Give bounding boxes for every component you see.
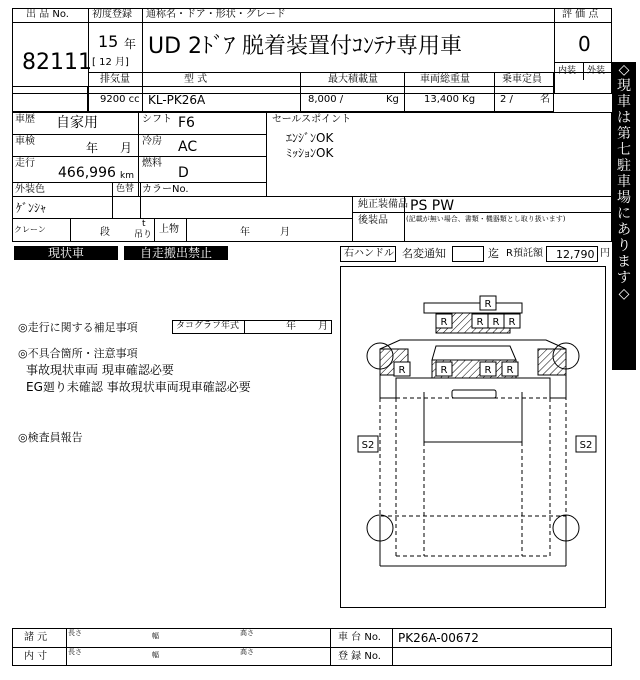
notice-suffix: 迄	[488, 247, 499, 260]
right-hand-label: 右ハンドル	[344, 248, 394, 259]
equipment-value: PS PW	[410, 198, 455, 214]
damage-mark-r: R	[506, 365, 514, 376]
upper-label: 上物	[159, 224, 179, 235]
tacho-month: 月	[318, 321, 328, 332]
displacement-value: 9200 cc	[100, 94, 140, 105]
max-load-unit: Kg	[386, 94, 399, 105]
shift-value: F6	[178, 115, 195, 131]
history-label: 車歴	[15, 114, 35, 125]
sales-point-1: ｴﾝｼﾞﾝOK	[286, 131, 334, 145]
r-unit: 円	[600, 248, 610, 259]
max-load-value: 8,000 /	[308, 94, 344, 105]
color-label: 外装色	[15, 184, 45, 195]
interior-dims-label: 内 寸	[24, 651, 48, 662]
inspector-label: ◎検査員報告	[18, 431, 83, 444]
interior-width-label: 幅	[152, 651, 159, 659]
sales-point-2: ﾐｯｼｮﾝOK	[286, 146, 334, 160]
fuel-label: 燃料	[142, 158, 162, 169]
damage-mark-r: R	[440, 317, 448, 328]
model-label: 通称名・ドア・形状・グレード	[146, 9, 286, 20]
upper-month: 月	[280, 227, 290, 238]
damage-mark-s2: S2	[361, 440, 375, 451]
month-value: [ 12 月]	[92, 57, 129, 68]
crane-dan: 段	[100, 227, 110, 238]
crane-ton-unit: t	[142, 219, 146, 229]
vehicle-title: UD 2ﾄﾞｱ 脱着装置付ｺﾝﾃﾅ専用車	[148, 34, 463, 59]
location-notice: ◇ 現 車 は 第 七 駐 車 場 に あ り ま す ◇	[612, 62, 636, 370]
shift-label: シフト	[142, 114, 172, 125]
inspection-label: 車検	[15, 136, 35, 147]
dims-height-label: 高さ	[240, 629, 254, 637]
damage-mark-r: R	[440, 365, 448, 376]
lot-left-bottom	[12, 86, 88, 112]
damage-mark-r: R	[476, 317, 484, 328]
max-load-label: 最大積載量	[328, 74, 378, 85]
lot-no-label: 出 品 No.	[26, 9, 69, 20]
interior-length-label: 長さ	[68, 648, 82, 656]
vehicle-diagram	[340, 266, 606, 608]
mileage-unit: km	[120, 171, 134, 181]
name-change-label: 名変通知	[402, 247, 446, 260]
gross-weight-value: 13,400 Kg	[424, 94, 476, 105]
mileage-label: 走行	[15, 158, 35, 169]
defect-1: 事故現状車両 現車確認必要	[26, 363, 174, 377]
capacity-value: 2 /	[500, 94, 513, 105]
type-label: 型 式	[184, 74, 208, 85]
no-self-drive-badge: 自走搬出禁止	[124, 246, 228, 260]
r-label: R預託額	[506, 248, 543, 259]
retrofit-note: (記載が無い場合、書類・機器類とし取り扱います)	[406, 215, 566, 223]
tacho-label: タコグラフ年式	[176, 321, 240, 331]
upper-year: 年	[240, 227, 250, 238]
tacho-year: 年	[286, 321, 296, 332]
interior-label: 内装	[558, 66, 577, 76]
type-value: KL-PK26A	[148, 93, 206, 107]
capacity-label: 乗車定員	[502, 74, 542, 85]
defect-2: EG廻り未確認 事故現状車両現車確認必要	[26, 380, 251, 394]
eval-score: 0	[578, 32, 591, 56]
year-value: 15	[98, 32, 119, 51]
r-amount: 12,790	[556, 248, 595, 261]
crane-label: クレーン	[14, 225, 46, 234]
interior-height-label: 高さ	[240, 648, 254, 656]
damage-mark-r: R	[508, 317, 516, 328]
chassis-no: PK26A-00672	[398, 631, 479, 645]
retrofit-label: 後装品	[358, 215, 388, 226]
inspection-year: 年	[86, 141, 99, 155]
cooler-label: 冷房	[142, 136, 162, 147]
year-unit: 年	[124, 37, 137, 51]
dims-length-label: 長さ	[68, 629, 82, 637]
damage-mark-s2: S2	[579, 440, 593, 451]
color-code-label: 色替	[116, 184, 135, 194]
damage-mark-r: R	[492, 317, 500, 328]
lot-no: 82111	[22, 50, 92, 75]
chassis-label: 車 台 No.	[338, 632, 381, 643]
inspection-month: 月	[120, 141, 133, 155]
dims-label: 諸 元	[24, 632, 48, 643]
registration-label: 登 録 No.	[338, 651, 381, 662]
crane-ton: 吊り	[134, 230, 153, 240]
displacement-label: 排気量	[100, 74, 130, 85]
current-state-badge: 現状車	[14, 246, 118, 260]
notice-box	[452, 246, 484, 262]
first-reg-label: 初度登録	[92, 9, 132, 20]
cooler-value: AC	[178, 139, 198, 155]
mileage-value: 466,996	[58, 165, 116, 181]
damage-mark-r: R	[484, 365, 492, 376]
sales-label: セールスポイント	[272, 114, 352, 125]
color-no-label: カラーNo.	[142, 184, 189, 195]
gross-weight-label: 車両総重量	[420, 74, 470, 85]
defects-label: ◎不具合箇所・注意事項	[18, 347, 138, 360]
history-value: 自家用	[56, 115, 98, 131]
exterior-label: 外装	[587, 66, 606, 76]
fuel-value: D	[178, 165, 189, 181]
driving-label: ◎走行に関する補足事項	[18, 321, 138, 334]
color-value: ｹﾞﾝｼｬ	[16, 201, 47, 215]
eval-label: 評 価 点	[562, 9, 599, 20]
capacity-unit: 名	[540, 94, 550, 105]
equipment-label: 純正装備品	[358, 199, 408, 210]
damage-mark-r: R	[398, 365, 406, 376]
damage-mark-r: R	[484, 299, 492, 310]
dims-width-label: 幅	[152, 632, 159, 640]
